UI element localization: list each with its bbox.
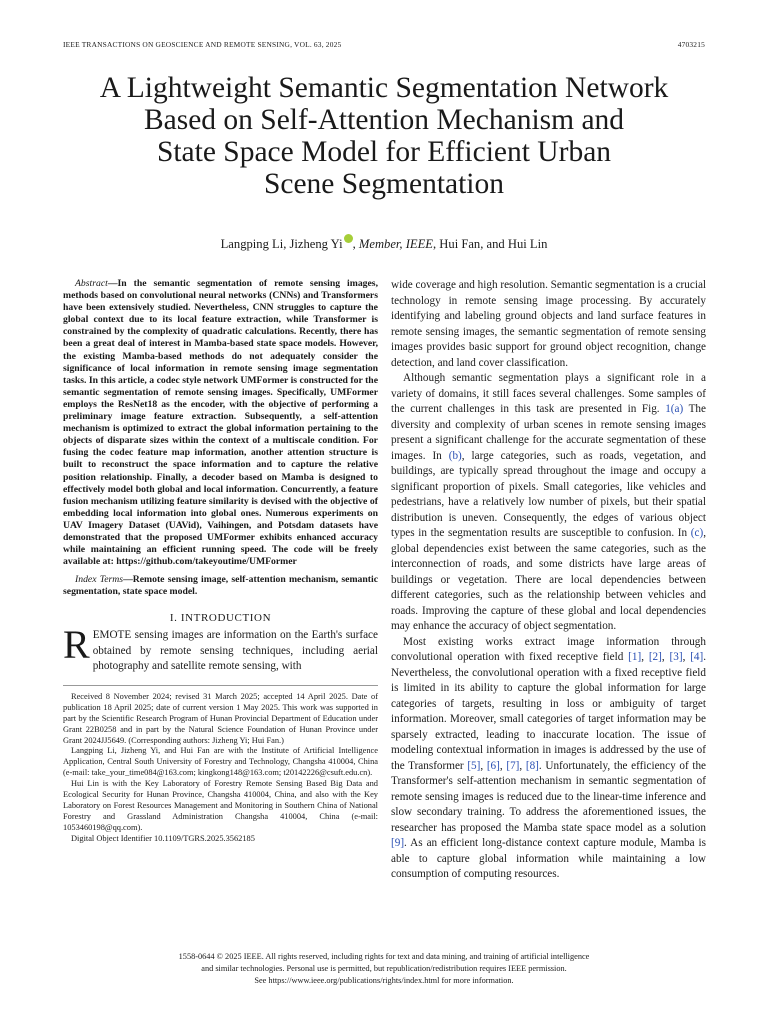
footnotes [63,685,378,845]
text-run: , large categories, such as roads, vegetation, and buildings, are typically spread throughout the image and occupy a significant proportion of pixels. Small categories, like vehicles and pedestrians, have a relatively low number of pixels, but their spatial distribution is uneven. Consequently, the edges of various object types in the segmentation results are susceptible to confusion. In [391,449,706,539]
copyright-footer [60,951,708,986]
figure-link[interactable]: 1(a) [665,403,684,415]
abstract [63,278,378,568]
body-paragraph-3: Most existing works extract image information through convolutional operation with fixed receptive field [1], [2], [3], [4]. Nevertheless, the convolutional operation with a fixed receptive field is limited in its ability to capture the global information for large categories of targets, resulting in loss or ambiguity of target information. Moreover, small categories of target information may be sparsely extracted, leading to inaccurate location. The issue of modeling contextual information in images is addressed by the use of the Transformer [5], [6], [7], [8]. Unfortunately, the efficiency of the Transformer's self-attention mechanism in semantic segmentation of remote sensing images is reduced due to the linear-time inference and slow secondary training. To address the aforementioned issues, the researcher has proposed the Mamba state space model as a solution [9]. As an efficient long-distance context capture module, Mamba is able to capture global information while maintaining a low consumption of computing resources. [391,635,707,880]
section-title-rest: NTRODUCTION [185,612,272,625]
title-line: A Lightweight Semantic Segmentation Network [99,72,669,104]
citation-link[interactable]: [7] [506,759,520,772]
right-column [391,278,706,883]
citation-link[interactable]: [3] [669,651,683,663]
body-paragraph-1: wide coverage and high resolution. Semantic segmentation is a crucial technology in remote sensing image processing. By accurately identifying and labeling ground objects and land surface features in remote sensing images, the semantic segmentation of remote sensing images provides basic support for ground object recognition, change detection, and land cover classification. [391,279,707,369]
section-numeral: I. [169,612,181,625]
section-heading [63,612,378,624]
body-paragraph-2 [391,371,706,635]
intro-paragraph [63,622,378,675]
text-run: . Nevertheless, the convolutional operation with a fixed receptive field is limited in its ability to capture the global information for large categories of targets, resulting in loss or ambiguity of target information. Moreover, small categories of target information may be sparsely extracted, leading to inaccurate location. The issue of modeling contextual information in images is addressed by the use of the Transformer [391,651,707,772]
citation-link[interactable]: [9] [391,837,405,849]
footnote-affiliation-2: Hui Lin is with the Key Laboratory of Forestry Remote Sensing Based Big Data and Ecological Security for Hunan Province, Changsha 410004, China, and also with the Key Laboratory on Forest Resources Management and Monitoring in Southern China of National Forestry and Grassland Administration Changsha 410004, China (e-mail: 1053460198@qq.com). [63,779,378,832]
title-line: Based on Self-Attention Mechanism and [143,104,625,136]
paper-title [60,72,708,200]
footnote-affiliation-1: Langping Li, Jizheng Yi, and Hui Fan are with the Institute of Artificial Intelligence Application, Central South University of Forestry and Technology, Changsha 410004, China (e-mail: take_your_time084@163.com; kingkong148@163.com; t20142226@csuft.edu.cn). [63,746,378,778]
article-number: 4703215 [677,40,705,49]
citation-link[interactable]: [4] [690,651,704,663]
member-label: Member, IEEE [358,237,433,251]
abstract-label: Abstract [75,278,108,289]
footer-line: 1558-0644 © 2025 IEEE. All rights reserved, including rights for text and data mining, and training of artificial intelligence [178,952,590,961]
index-terms-text: —Remote sensing image, self-attention mechanism, semantic segmentation, state space model. [63,574,378,598]
orcid-icon[interactable] [344,234,353,243]
section-initial: I [180,612,186,625]
abstract-text: —In the semantic segmentation of remote sensing images, methods based on convolutional neural networks (CNNs) and Transformers have been extensively studied. Nevertheless, CNN struggles to capture the global context due to its local feature extraction, while Transformer is constrained by the complexity of quadratic calculations. Recently, there has been a great deal of interest in Mamba-based state space models. However, the existing Mamba-based methods do not adequately consider the significance of local information in remote sensing image segmentation tasks. In this article, a codec style network UMFormer is constructed for the semantic segmentation of remote sensing images. Specifically, UMFormer employs the ResNet18 as the encoder, with the objective of performing a preliminary image feature extraction. Subsequently, a self-attention mechanism is optimized to extract the global information pertaining to the objects of disparate sizes within the context of a multiscale condition. For fusing the codec feature map information, another attention structure is built to reconstruct the space information and to capture the relative position relationship. Finally, a decoder based on Mamba is designed to effectively model both global and local information. Concurrently, a feature fusion mechanism utilizing feature similarity is devised with the objective of embedding local information into global ones. Numerous experiments on UAV Imagery Dataset (UAVid), Vaihingen, and Potsdam datasets have demonstrated that the proposed UMFormer exhibits enhanced accuracy while maintaining an efficient running speed. The code will be freely available at: https://github.com/takeyoutime/UMFormer [63,278,378,568]
index-terms [63,574,378,598]
author-list: Langping Li, Jizheng Yi , Member, IEEE, Hui Fan, and Hui Lin [60,234,708,252]
figure-link[interactable]: (c) [690,527,704,539]
drop-cap: R [63,622,90,668]
footnote-received: Received 8 November 2024; revised 31 March 2025; accepted 14 April 2025. Date of publication 18 April 2025; date of current version 1 May 2025. This work was supported in part by the Scientific Research Program of Hunan Provincial Department of Education under Grant 22B0258 and in part by the Natural Science Foundation of Hunan Province under Grant 2024JJ5649. (Corresponding authors: Jizheng Yi; Hui Fan.) [63,691,378,745]
citation-link[interactable]: [2] [648,651,662,663]
text-run: Although semantic segmentation plays a significant role in a variety of domains, it still faces several challenges. Some samples of the current challenges in this task are presented in Fig. [391,372,706,415]
citation-link[interactable]: [8] [525,759,539,772]
citation-link[interactable]: [1] [628,651,642,663]
text-run: The diversity and complexity of urban scenes in remote sensing images present a significant challenge for the accurate segmentation of these images. In [391,403,706,462]
footnote-doi: Digital Object Identifier 10.1109/TGRS.2025.3562185 [71,833,255,843]
index-terms-label: Index Terms [75,574,124,586]
text-run: . Unfortunately, the efficiency of the Transformer's self-attention mechanism in semantic segmentation of remote sensing images is reduced due to the linear-time inference and slow secondary training. To address the aforementioned issues, the researcher has proposed the Mamba state space model as a solution [391,759,707,834]
title-line: State Space Model for Efficient Urban [156,136,612,168]
author-names-rest: , Hui Fan, and Hui Lin [433,237,548,251]
title-line: Scene Segmentation [263,168,505,200]
footer-line: See https://www.ieee.org/publications/rights/index.html for more information. [254,975,514,985]
journal-header: IEEE TRANSACTIONS ON GEOSCIENCE AND REMOTE SENSING, VOL. 63, 2025 [63,40,342,49]
figure-link[interactable]: (b) [448,449,462,462]
text-run: Most existing works extract image information through convolutional operation with fixed receptive field [391,635,706,663]
text-run: , global dependencies exist between the same categories, such as the interconnection of roads, and some districts have large areas of buildings or vegetation. There are local dependencies between different categories, such as the relationship between vehicles and roads. Improving the capture of these global and local dependencies may enhance the accuracy of object segmentation. [391,527,706,632]
footer-line: and similar technologies. Personal use is permitted, but republication/redistribution requires IEEE permission. [201,963,567,973]
text-run: . As an efficient long-distance context capture module, Mamba is able to capture global information while maintaining a low consumption of computing resources. [391,837,706,880]
citation-link[interactable]: [6] [486,759,500,772]
left-column [63,278,378,845]
intro-caps: EMOTE [92,629,132,642]
intro-text: sensing images are information on the Earth's surface obtained by remote sensing techniques, including aerial photography and satellite remote sensing, with [92,629,378,673]
author-names: Langping Li, Jizheng Yi [220,237,343,251]
citation-link[interactable]: [5] [467,759,481,772]
